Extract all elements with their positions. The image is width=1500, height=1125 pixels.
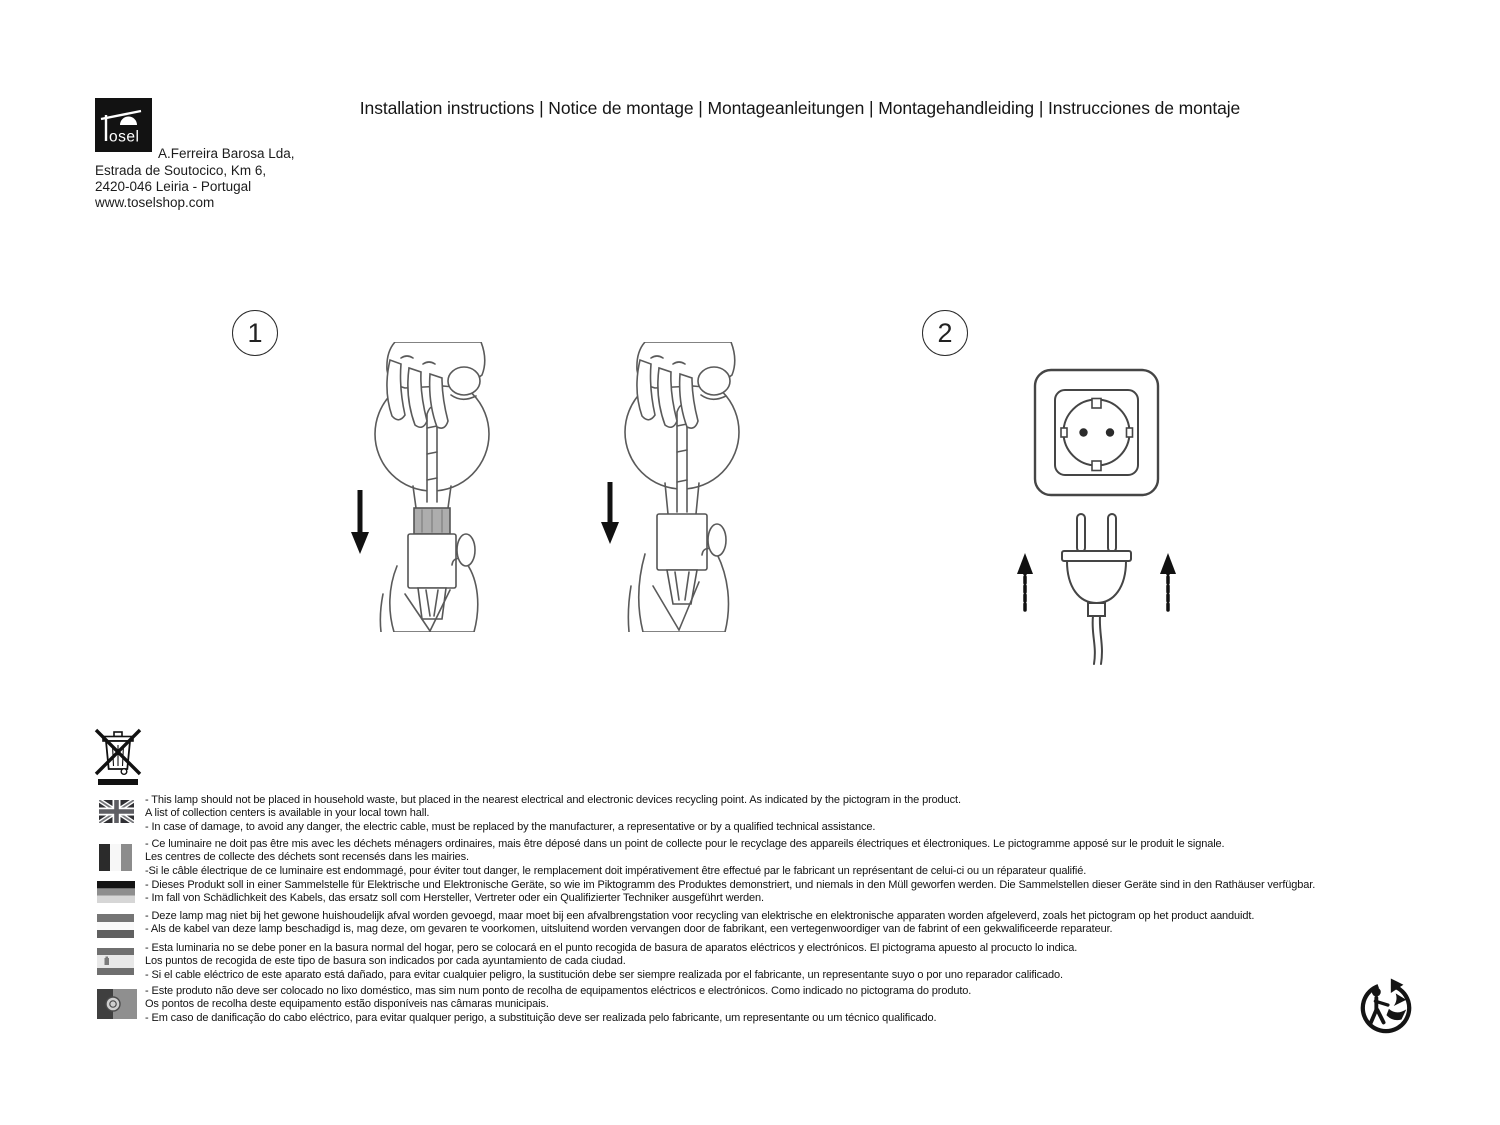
notice-es [145,942,1420,982]
notice-nl-line-2: - Als de kabel van deze lamp beschadigd is, mag deze, om gevaren te voorkomen, uitsluitend worden vervangen door de fabrikant, een vertegenwoordiger van de fabrint of een gekwalificeerde reparateur. [145,923,1113,936]
notice-fr-line-1: - Ce luminaire ne doit pas être mis avec les déchets ménagers ordinaires, mais être déposé dans un point de collecte pour le recyclage des appareils électriques et électroniques. Le pictogramme apposé sur le produit le signale. [145,838,1225,850]
triman-recycling-icon [1357,977,1415,1035]
tosel-logo [95,98,152,152]
notice-fr-line-2: Les centres de collecte des déchets sont recensés dans les mairies. [145,851,469,864]
step-2-badge [922,310,968,356]
notice-nl [145,910,1420,937]
bulb-insertion-step-a-illustration [335,342,505,632]
notice-en-line-3: - In case of damage, to avoid any danger, the electric cable, must be replaced by the manufacturer, a representative or by a qualified technical assistance. [145,820,876,833]
weee-crossed-bin-icon [94,724,142,786]
svg-text:osel: osel [109,128,140,146]
notice-en-line-1: - This lamp should not be placed in household waste, but placed in the nearest electrical and electronic devices recycling point. As indicated by the pictogram in the product. [145,794,961,806]
netherlands-flag-icon [97,914,134,938]
france-flag-icon [99,844,132,871]
company-name: A.Ferreira Barosa Lda, [158,146,295,161]
address-line-1: Estrada de Soutocico, Km 6, [95,163,267,178]
spain-flag-icon [97,948,134,975]
website-text: www.toselshop.com [95,195,215,210]
address-line-2: 2420-046 Leiria - Portugal [95,179,252,194]
down-arrow-icon [601,482,619,544]
notice-fr [145,838,1420,878]
germany-flag-icon [97,881,135,903]
notice-es-line-2: Los puntos de recogida de este tipo de basura son indicados por cada ayuntamiento de cada ciudad. [145,955,626,968]
up-arrow-icon [1160,553,1176,610]
uk-flag-icon [99,800,134,823]
notice-de-line-2: - Im fall von Schädlichkeit des Kabels, das ersatz soll com Hersteller, Vertreter oder ein Qualifizierter Techniker ausgeführt werden. [145,892,764,905]
notice-nl-line-1: - Deze lamp mag niet bij het gewone huishoudelijk afval worden gevoegd, maar moet bij een afvalbrengstation voor recycling van elektrische en elektronische apparaten worden afgeleverd, zoals het pictogram op het product aanduidt. [145,910,1255,922]
notice-es-line-3: - Si el cable eléctrico de este aparato está dañado, para evitar cualquier peligro, la sustitución debe ser siempre realizada por el fabricante, un representante suyo o por uno reparador calificado. [145,968,1063,981]
portugal-flag-icon [97,989,137,1019]
down-arrow-icon [351,490,369,554]
step-1-number: 1 [247,317,263,348]
notice-es-line-1: - Esta luminaria no se debe poner en la basura normal del hogar, pero se colocará en el punto recogida de basura de aparatos eléctricos y electrónicos. El pictograma apuesto al procucto lo indica. [145,942,1078,954]
socket-and-plug-illustration [1000,358,1210,668]
notice-de-line-1: - Dieses Produkt soll in einer Sammelstelle für Elektrische und Elektronische Geräte, so wie im Piktogramm des Produktes demonstriert, und niemals in den Müll geworfen werden. Die Sammelstellen dieser Geräte sind in den Rathäuser verfügbar. [145,879,1316,891]
notice-en [145,794,1420,834]
step-1-badge [232,310,278,356]
notice-de [145,879,1420,906]
notice-pt-line-3: - Em caso de danificação do cabo eléctrico, para evitar qualquer perigo, a substituição deve ser realizada pelo fabricante, um representante ou um técnico qualificado. [145,1011,937,1024]
notice-pt-line-1: - Este produto não deve ser colocado no lixo doméstico, mas sim num ponto de recolha de equipamentos eléctricos e electrónicos. Como indicado no pictograma do produto. [145,985,972,997]
notice-fr-line-3: -Si le câble électrique de ce luminaire est endommagé, pour éviter tout danger, le remplacement doit impérativement être effectué par le fabricant un représentant de celui-ci ou un réparateur qualifié. [145,864,1087,877]
notice-en-line-2: A list of collection centers is available in your local town hall. [145,807,430,820]
up-arrow-icon [1017,553,1033,610]
bulb-insertion-step-b-illustration [585,342,755,632]
step-2-number: 2 [937,317,953,348]
notice-pt [145,985,1420,1025]
notice-pt-line-2: Os pontos de recolha deste equipamento estão disponíveis nas câmaras municipais. [145,998,549,1011]
page-title: Installation instructions | Notice de montage | Montageanleitungen | Montagehandleiding | Instrucciones de montaje [359,98,1241,118]
tosel-lamp-logo [95,98,152,152]
